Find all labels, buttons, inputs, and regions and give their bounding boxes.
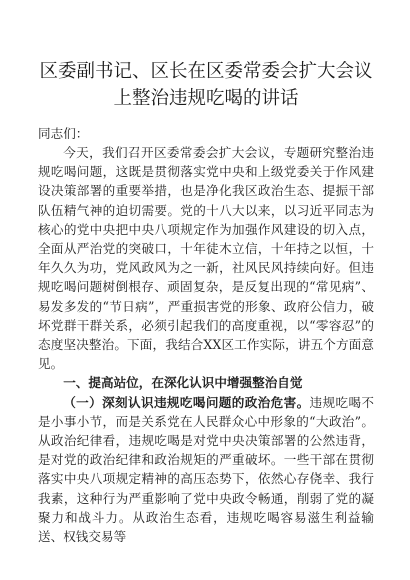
intro-paragraph: 今天，我们召开区委常委会扩大会议，专题研究整治违规吃喝问题，这既是贯彻落实党中央和上级党委关于作风建设决策部署的重要举措，也是净化我区政治生态、提振干部队伍精气神的迫切需要。党的十八大以来，以习近平同志为核心的党中央把中央八项规定作为加强作风建设的切入点，全面从严治党的突破口，十年徒木立信，十年持之以恒，十年久久为功，党风政风为之一新，社风民风持续向好。但违规吃喝问题树倒根存、顽固复杂，是反复出现的“常见病”、易发多发的“节日病”，严重损害党的形象、政府公信力，破坏党群干群关系，必须引起我们的高度重视，以“零容忍”的态度坚决整治。下面，我结合XX区工作实际，讲五个方面意见。: [38, 145, 374, 372]
document-body: [38, 143, 374, 546]
document-title: 区委副书记、区长在区委常委会扩大会议上整治违规吃喝的讲话: [39, 61, 373, 109]
subsection-paragraph: [38, 393, 374, 547]
salutation: 同志们：: [38, 126, 89, 141]
subsection-text: 违规吃喝不是小事小节，而是关系党在人民群众心中形象的“大政治”。从政治纪律看，违规吃喝是对党中央决策部署的公然违背，是对党的政治纪律和政治规矩的严重破坏。一些干部在贯彻落实中央八项规定精神的高压态势下，依然心存侥幸、我行我素，这种行为严重影响了党中央政令畅通，削弱了党的凝聚力和战斗力。从政治生态看，违规吃喝容易滋生利益输送、权钱交易等: [38, 394, 375, 545]
section-heading: 一、提高站位，在深化认识中增强整治自觉: [63, 375, 303, 391]
subsection-heading: （一）深刻认识违规吃喝问题的政治危害。: [63, 394, 310, 410]
